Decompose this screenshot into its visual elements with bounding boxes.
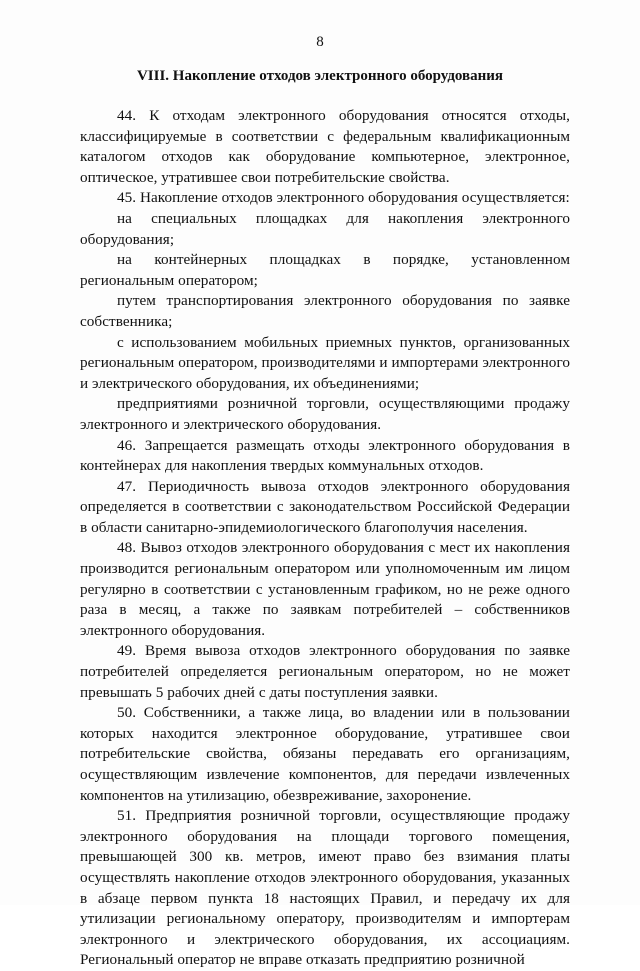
list-item-special-sites: на специальных площадках для накопления электронного оборудования; [80,209,570,248]
paragraph-51: 51. Предприятия розничной торговли, осуществляющие продажу электронного оборудования на площади торгового помещения, превышающей 300 кв. метров, имеют право без взимания платы осуществлять накопление отходов электронного оборудования, указанных в абзаце первом пункта 18 настоящих Правил, и передачу их для утилизации региональному оператору, производителям и импортерам электронного и электрического оборудования, их ассоциациям. Региональный оператор не вправе отказать предприятию розничной [80,807,570,969]
paragraph-45: 45. Накопление отходов электронного оборудования осуществляется: [117,189,570,207]
paragraph-49: 49. Время вывоза отходов электронного оборудования по заявке потребителей определяется региональным оператором, но не может превышать 5 рабочих дней с даты поступления заявки. [80,642,570,701]
paragraph-47: 47. Периодичность вывоза отходов электронного оборудования определяется в соответствии с законодательством Российской Федерации в области санитарно-эпидемиологического благополучия населения. [80,477,570,536]
section-heading: VIII. Накопление отходов электронного оборудования [136,68,504,84]
paragraph-50: 50. Собственники, а также лица, во владении или в пользовании которых находится электронное оборудование, утратившее свои потребительские свойства, обязаны передавать его организациям, осуществляющим извлечение компонентов, для передачи извлеченных компонентов на утилизацию, обезвреживание, захоронение. [80,704,570,804]
document-body [80,106,570,971]
paragraph-44: 44. К отходам электронного оборудования относятся отходы, классифицируемые в соответствии с федеральным квалификационным каталогом отходов как оборудование компьютерное, электронное, оптическое, утратившее свои потребительские свойства. [80,107,570,186]
list-item-retail: предприятиями розничной торговли, осуществляющими продажу электронного и электрического оборудования. [80,395,570,433]
list-item-transport-by-request: путем транспортирования электронного оборудования по заявке собственника; [80,292,570,330]
page-number: 8 [316,34,324,50]
paragraph-46: 46. Запрещается размещать отходы электронного оборудования в контейнерах для накопления твердых коммунальных отходов. [80,436,570,475]
list-item-container-sites: на контейнерных площадках в порядке, установленном региональным оператором; [80,251,570,289]
paragraph-48: 48. Вывоз отходов электронного оборудования с мест их накопления производится региональным оператором или уполномоченным им лицом регулярно в соответствии с установленным графиком, но не реже одного раза в месяц, а также по заявкам потребителей – собственников электронного оборудования. [80,539,570,639]
list-item-mobile-points: с использованием мобильных приемных пунктов, организованных региональным оператором, производителями и импортерами электронного и электрического оборудования, их объединениями; [80,333,570,392]
